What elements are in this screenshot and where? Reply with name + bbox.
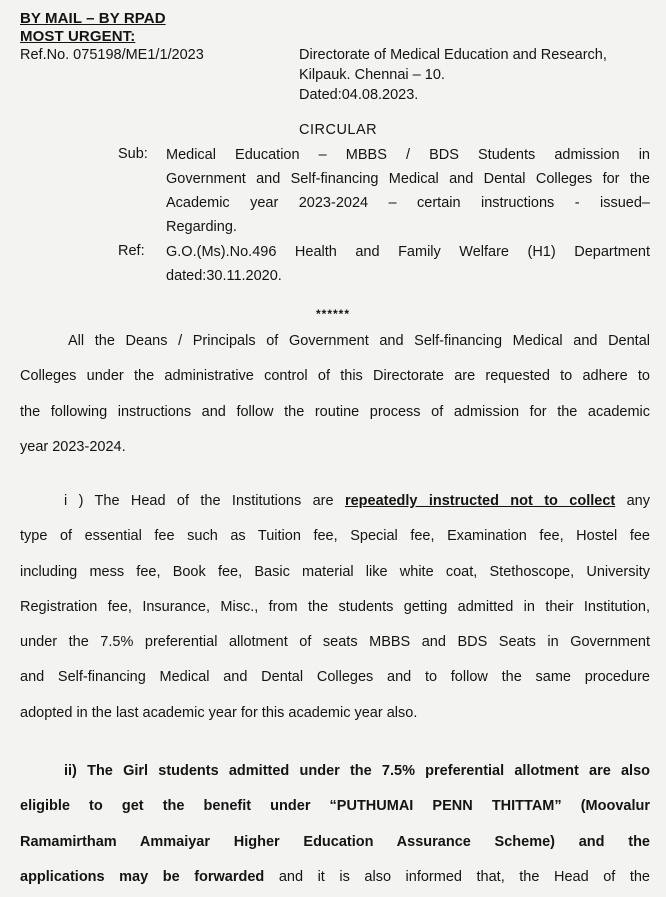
subject-line: Regarding.	[166, 219, 237, 235]
subject-line: Medical Education – MBBS / BDS Students admission in	[166, 147, 650, 163]
office-address-line-2: Kilpauk. Chennai – 10.	[299, 67, 445, 83]
paragraph-line	[20, 484, 650, 519]
paragraph-line: All the Deans / Principals of Government and Self-financing Medical and Dental	[68, 333, 650, 349]
paragraph-line: eligible to get the benefit under “PUTHUMAI PENN THITTAM” (Moovalur	[20, 798, 650, 815]
paragraph-line: and Self-financing Medical and Dental Colleges and to follow the same procedure	[20, 669, 650, 686]
paragraph-line	[20, 860, 650, 895]
subject-label: Sub:	[118, 146, 148, 162]
point-2-bold-text: applications may be forwarded	[20, 868, 265, 885]
mail-mode-heading: BY MAIL – BY RPAD	[20, 10, 166, 27]
paragraph-line: year 2023-2024.	[20, 438, 126, 455]
subject-line: Academic year 2023-2024 – certain instructions - issued–	[166, 195, 650, 211]
reference-text	[166, 240, 650, 288]
paragraph-line: Colleges under the administrative control of this Directorate are requested to adhere to	[20, 368, 650, 385]
paragraph-line: ii) The Girl students admitted under the 7.5% preferential allotment are also	[64, 763, 650, 779]
reference-label: Ref:	[118, 243, 145, 259]
paragraph-line: type of essential fee such as Tuition fee, Special fee, Examination fee, Hostel fee	[20, 528, 650, 545]
instruction-point-2	[20, 754, 650, 895]
reference-number: Ref.No. 075198/ME1/1/2023	[20, 47, 204, 63]
paragraph-line: including mess fee, Book fee, Basic material like white coat, Stethoscope, University	[20, 563, 650, 580]
paragraph-line: adopted in the last academic year for this academic year also.	[20, 704, 418, 721]
circular-title: CIRCULAR	[299, 122, 378, 138]
point-2-rest-text: and it is also informed that, the Head of the	[264, 868, 650, 885]
paragraph-line: Ramamirtham Ammaiyar Higher Education Assurance Scheme) and the	[20, 833, 650, 850]
subject-text	[166, 143, 650, 239]
instruction-point-1	[20, 484, 650, 731]
paragraph-line: the following instructions and follow the routine process of admission for the academic	[20, 403, 650, 420]
point-1-suffix: any	[615, 493, 650, 509]
urgency-heading: MOST URGENT:	[20, 28, 136, 45]
reference-line: dated:30.11.2020.	[166, 268, 282, 284]
subject-line: Government and Self-financing Medical and Dental Colleges for the	[166, 171, 650, 187]
paragraph-line: Registration fee, Insurance, Misc., from the students getting admitted in their Institution,	[20, 598, 650, 615]
reference-line: G.O.(Ms).No.496 Health and Family Welfare (H1) Department	[166, 244, 650, 260]
paragraph-line: under the 7.5% preferential allotment of seats MBBS and BDS Seats in Government	[20, 634, 650, 651]
point-1-emphasis: repeatedly instructed not to collect	[344, 493, 616, 509]
separator: ******	[316, 307, 351, 321]
intro-paragraph	[20, 324, 650, 465]
point-1-prefix: i ) The Head of the Institutions are	[64, 493, 345, 509]
office-address-line-1: Directorate of Medical Education and Research,	[299, 47, 607, 63]
document-date: Dated:04.08.2023.	[299, 87, 419, 103]
